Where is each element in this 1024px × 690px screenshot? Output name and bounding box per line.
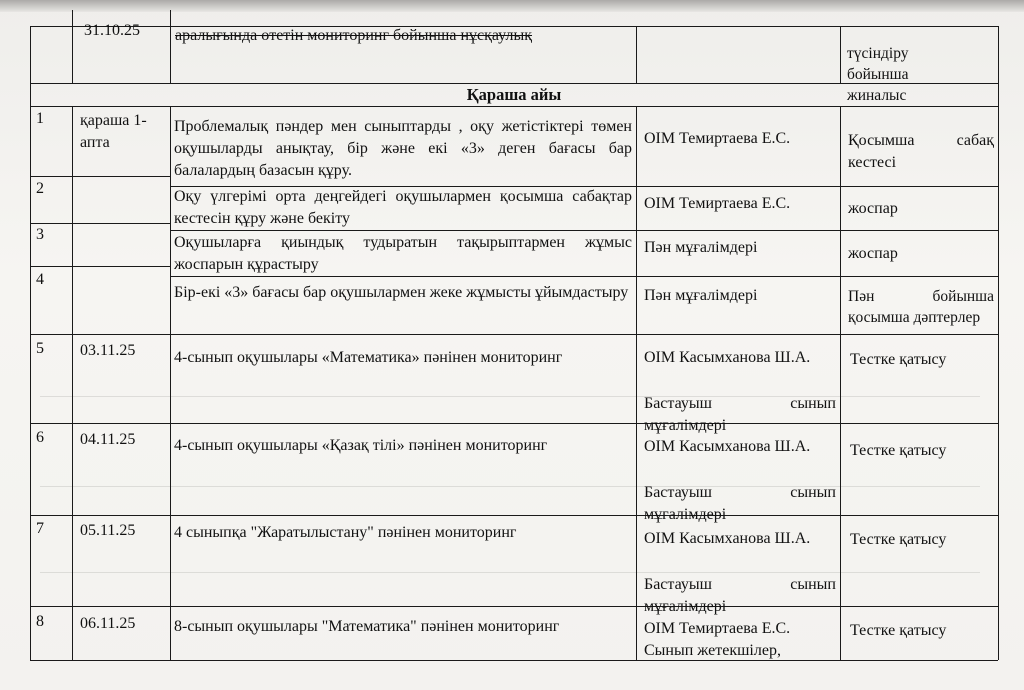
top-row-result: түсіндіру бойынша жиналыс bbox=[847, 45, 909, 104]
bleed-through-line bbox=[40, 486, 980, 487]
row-task: 4-сынып оқушылары «Математика» пәнінен мониторинг bbox=[174, 349, 563, 366]
table-line bbox=[72, 10, 73, 83]
row-responsible: ОІМ Темиртаева Е.С. bbox=[644, 195, 791, 212]
table-line bbox=[30, 176, 170, 177]
table-line bbox=[636, 26, 637, 83]
row-result: Пән бойынша қосымша дәптерлер bbox=[848, 288, 994, 326]
row-number: 7 bbox=[36, 520, 44, 537]
row-responsible: ОІМ Касымханова Ш.А. bbox=[644, 349, 811, 366]
row-task: 4 сыныпқа "Жаратылыстану" пәнінен мониторинг bbox=[174, 524, 517, 541]
row-task: 8-сынып оқушылары "Математика" пәнінен мониторинг bbox=[174, 618, 560, 635]
row-task: Проблемалық пәндер мен сыныптарды , оқу жетістіктері төмен оқушыларды анықтау, бір және екі «3» деген бағасы бар балалардың базасын құру. bbox=[174, 118, 632, 179]
table-line bbox=[30, 423, 998, 424]
table-line bbox=[30, 660, 998, 661]
scan-shadow bbox=[0, 0, 1024, 12]
row-responsible-secondary: Бастауыш сынып мұғалімдері bbox=[644, 576, 836, 615]
row-number: 1 bbox=[36, 110, 44, 127]
table-line bbox=[30, 515, 998, 516]
bleed-through-line bbox=[40, 572, 980, 573]
section-header-month: Қараша айы bbox=[466, 85, 562, 104]
row-responsible-secondary: Бастауыш сынып мұғалімдері bbox=[644, 484, 836, 523]
row-number: 6 bbox=[36, 429, 44, 446]
row-responsible-secondary: Сынып жетекшілер, bbox=[644, 642, 781, 659]
row-task: 4-сынып оқушылары «Қазақ тілі» пәнінен мониторинг bbox=[174, 437, 548, 454]
row-number: 3 bbox=[36, 226, 44, 243]
table-line bbox=[170, 10, 171, 83]
row-number: 8 bbox=[36, 613, 44, 630]
row-task: Оқушыларға қиындық тудыратын тақырыптармен жұмыс жоспарын құрастыру bbox=[174, 234, 632, 273]
table-line bbox=[72, 106, 73, 660]
row-responsible: ОІМ Темиртаева Е.С. bbox=[644, 130, 791, 147]
row-number: 2 bbox=[36, 180, 44, 197]
table-line bbox=[30, 606, 998, 607]
table-line bbox=[30, 334, 998, 335]
table-line bbox=[30, 26, 31, 660]
table-line bbox=[30, 106, 998, 107]
top-row-date: 31.10.25 bbox=[84, 22, 140, 39]
table-line bbox=[170, 230, 998, 231]
row-responsible: ОІМ Темиртаева Е.С. bbox=[644, 620, 791, 637]
row-number: 4 bbox=[36, 271, 44, 288]
row-result: жоспар bbox=[848, 245, 898, 262]
table-line bbox=[30, 223, 170, 224]
row-number: 5 bbox=[36, 340, 44, 357]
row-result: Тестке қатысу bbox=[850, 531, 947, 548]
row-responsible: ОІМ Касымханова Ш.А. bbox=[644, 530, 811, 547]
row-responsible: Пән мұғалімдері bbox=[644, 287, 758, 304]
table-line bbox=[170, 106, 171, 660]
top-row-task: аралығында өтетін мониторинг бойынша нұсқаулық bbox=[175, 27, 532, 44]
row-result: Тестке қатысу bbox=[850, 442, 947, 459]
table-line bbox=[170, 276, 998, 277]
table-line bbox=[30, 266, 170, 267]
row-date: 04.11.25 bbox=[80, 431, 136, 448]
row-responsible-secondary: Бастауыш сынып мұғалімдері bbox=[644, 395, 836, 434]
row-result: жоспар bbox=[848, 200, 898, 217]
row-date: 05.11.25 bbox=[80, 522, 136, 539]
row-result: Қосымша сабақ кестесі bbox=[848, 132, 994, 171]
row-task: Оқу үлгерімі орта деңгейдегі оқушылармен қосымша сабақтар кестесін құру және бекіту bbox=[174, 188, 632, 227]
row-responsible: Пән мұғалімдері bbox=[644, 239, 758, 256]
row-result: Тестке қатысу bbox=[850, 351, 947, 368]
row-responsible: ОІМ Касымханова Ш.А. bbox=[644, 438, 811, 455]
table-line bbox=[636, 106, 637, 660]
row-task: Бір-екі «3» бағасы бар оқушылармен жеке жұмысты ұйымдастыру bbox=[174, 284, 629, 301]
row-result: Тестке қатысу bbox=[850, 622, 947, 639]
bleed-through-line bbox=[40, 396, 980, 397]
row-date: қараша 1-апта bbox=[80, 112, 147, 151]
table-line bbox=[998, 26, 999, 660]
row-date: 06.11.25 bbox=[80, 615, 136, 632]
table-line bbox=[840, 106, 841, 660]
row-date: 03.11.25 bbox=[80, 342, 136, 359]
table-line bbox=[840, 26, 841, 83]
